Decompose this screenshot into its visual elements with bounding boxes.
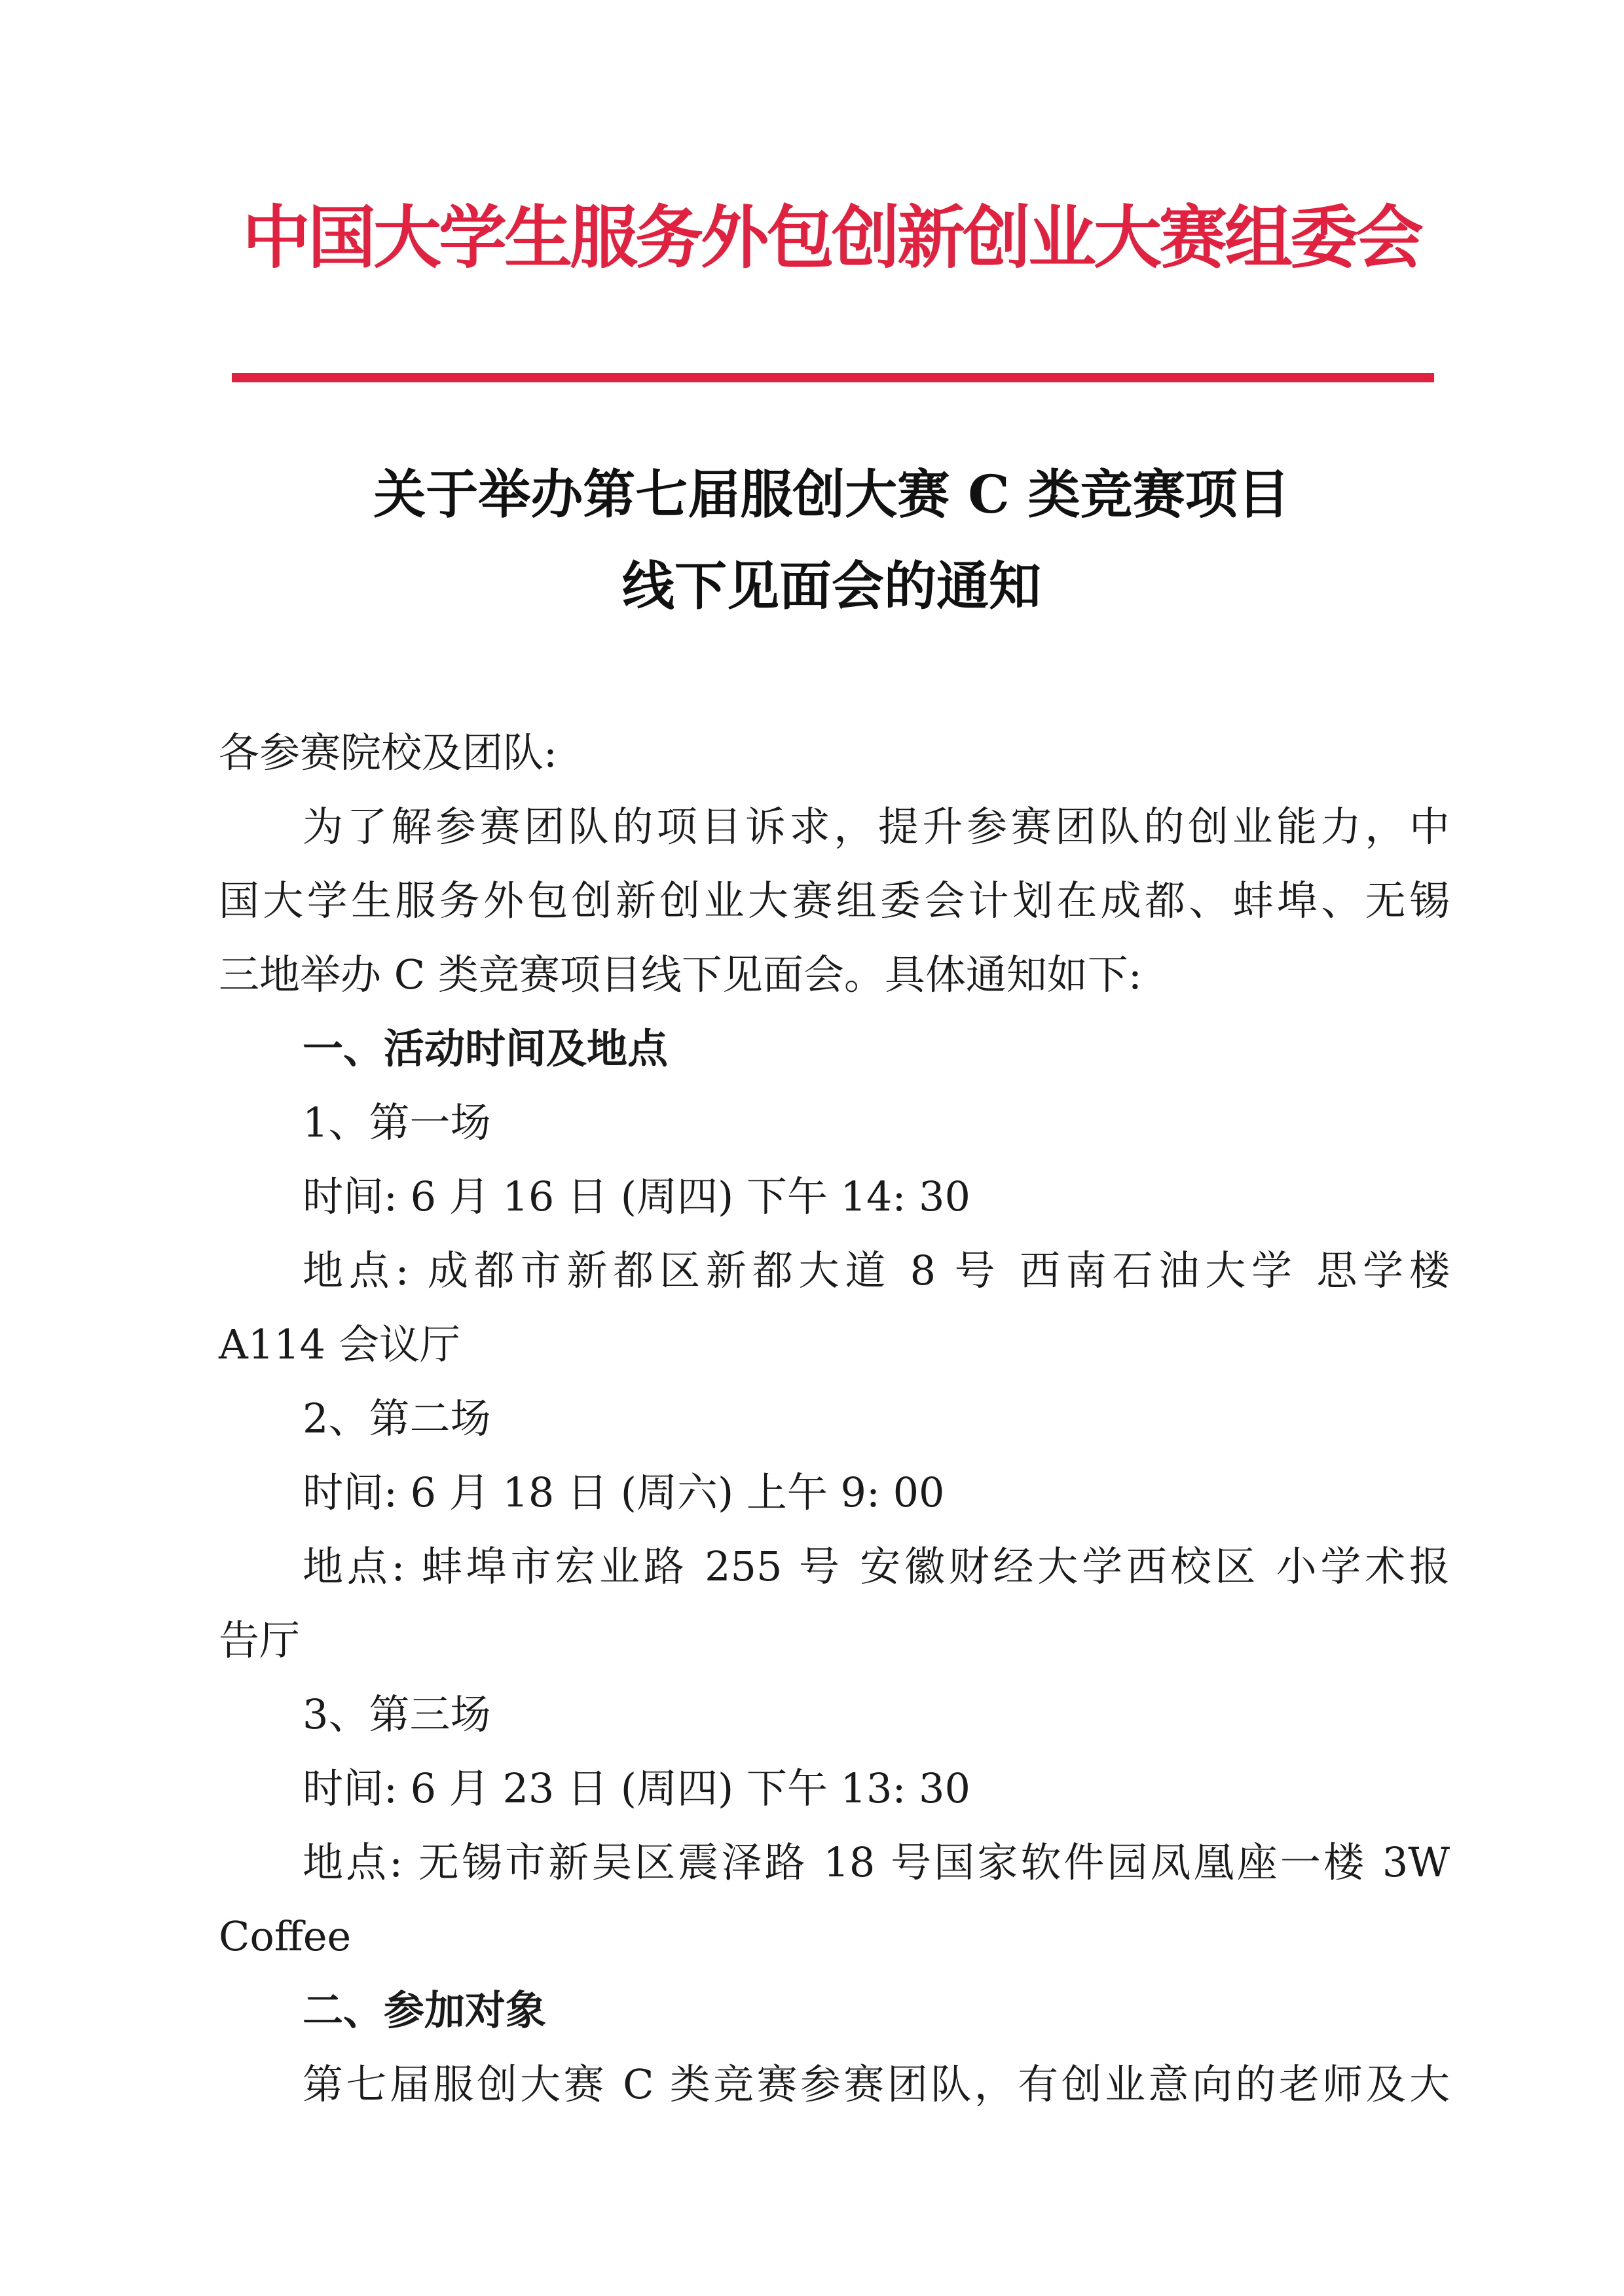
intro-paragraph-line: 国大学生服务外包创新创业大赛组委会计划在成都、蚌埠、无锡 — [219, 877, 1450, 924]
session-location: 地点: 成都市新都区新都大道 8 号 西南石油大学 思学楼 — [303, 1247, 1450, 1294]
session-location: 地点: 蚌埠市宏业路 255 号 安徽财经大学西校区 小学术报 — [303, 1542, 1450, 1590]
salutation: 各参赛院校及团队: — [219, 729, 557, 776]
section-heading-participants: 二、参加对象 — [303, 1986, 547, 2034]
section-heading-time-location: 一、活动时间及地点 — [303, 1025, 669, 1072]
session-label: 3、第三场 — [303, 1690, 491, 1738]
session-location-continued: Coffee — [219, 1912, 352, 1960]
intro-paragraph-line: 为了解参赛团队的项目诉求，提升参赛团队的创业能力，中 — [303, 803, 1450, 850]
intro-paragraph-line: 三地举办 C 类竞赛项目线下见面会。具体通知如下: — [219, 951, 1142, 998]
organization-header: 中国大学生服务外包创新创业大赛组委会 — [242, 198, 1421, 278]
session-label: 2、第二场 — [303, 1394, 491, 1442]
participants-line: 第七届服创大赛 C 类竞赛参赛团队，有创业意向的老师及大 — [303, 2060, 1450, 2108]
session-location-continued: A114 会议厅 — [219, 1321, 460, 1368]
document-title-line-2: 线下见面会的通知 — [622, 555, 1041, 617]
session-label: 1、第一场 — [303, 1099, 491, 1146]
session-time: 时间: 6 月 16 日 (周四) 下午 14: 30 — [303, 1173, 970, 1220]
session-location-continued: 告厅 — [219, 1616, 301, 1664]
session-time: 时间: 6 月 23 日 (周四) 下午 13: 30 — [303, 1764, 970, 1812]
session-location: 地点: 无锡市新吴区震泽路 18 号国家软件园凤凰座一楼 3W — [303, 1838, 1450, 1886]
session-time: 时间: 6 月 18 日 (周六) 上午 9: 00 — [303, 1468, 945, 1516]
document-title-line-1: 关于举办第七届服创大赛 C 类竞赛项目 — [373, 464, 1290, 525]
header-divider — [232, 373, 1434, 382]
